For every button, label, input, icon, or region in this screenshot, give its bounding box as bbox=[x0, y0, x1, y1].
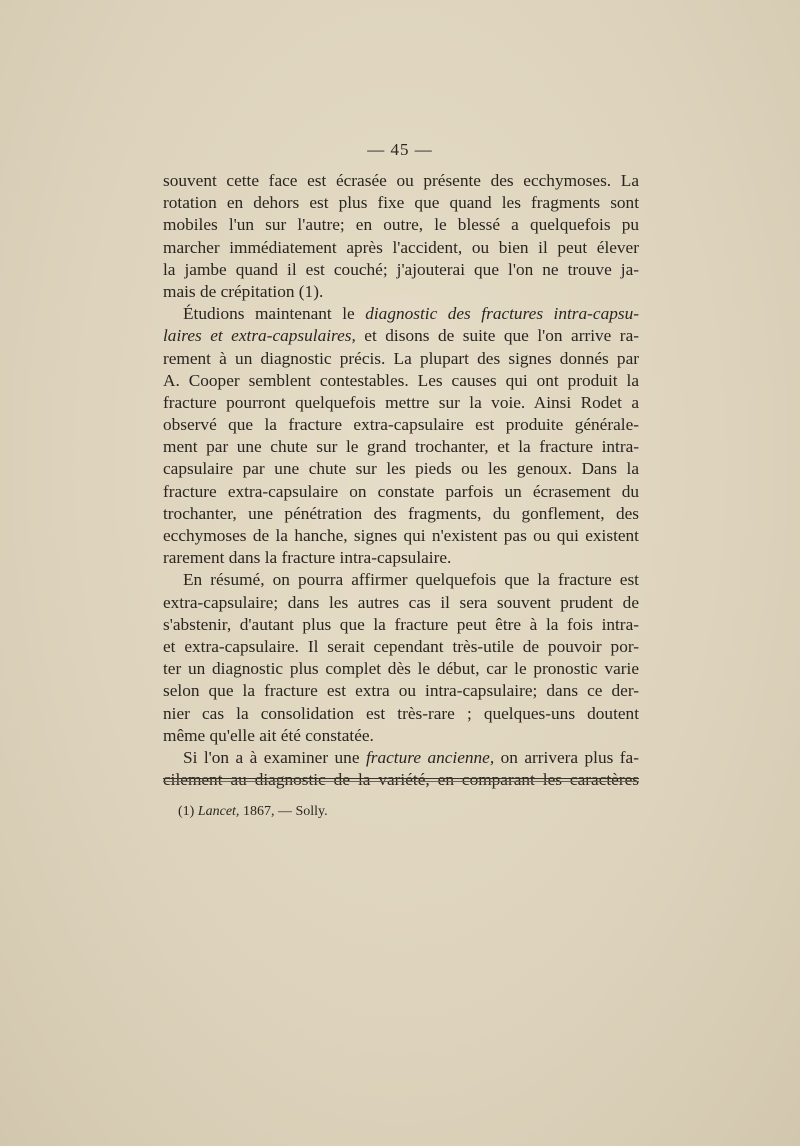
footnote-rest: 1867, — Solly. bbox=[242, 804, 328, 819]
text-line: extra-capsulaire; dans les autres cas il sera souvent prudent de bbox=[163, 592, 639, 612]
text-line bbox=[163, 325, 639, 347]
text-line: selon que la fracture est extra ou intra-capsulaire; dans ce der- bbox=[163, 681, 639, 701]
text-run: Étudions maintenant le bbox=[183, 304, 366, 324]
text-line: même qu'elle ait été constatée. bbox=[163, 725, 374, 745]
text-line: rotation en dehors est plus fixe que quand les fragments sont bbox=[163, 193, 639, 213]
text-line: souvent cette face est écrasée ou présente des ecchymoses. La bbox=[163, 171, 639, 190]
text-line: marcher immédiatement après l'accident, ou bien il peut élever bbox=[163, 237, 639, 257]
page-number: — 45 — bbox=[367, 140, 433, 159]
italic-text: diagnostic des fractures intra-capsu- bbox=[365, 304, 639, 324]
italic-text: laires et extra-capsulaires, bbox=[163, 326, 356, 346]
footnote-source: Lancet, bbox=[197, 804, 240, 819]
text-run: Si l'on a à examiner une bbox=[183, 747, 366, 767]
text-run: et disons de suite que l'on arrive ra- bbox=[355, 326, 639, 346]
text-line: la jambe quand il est couché; j'ajouterai que l'on ne trouve ja- bbox=[163, 259, 639, 279]
text-line: trochanter, une pénétration des fragments, du gonflement, des bbox=[163, 503, 639, 523]
text-run: on arrivera plus fa- bbox=[494, 747, 639, 767]
text-line: mais de crépitation (1). bbox=[163, 281, 324, 301]
text-line: et extra-capsulaire. Il serait cependant très-utile de pouvoir por- bbox=[163, 636, 639, 656]
text-line: ecchymoses de la hanche, signes qui n'existent pas ou qui existent bbox=[163, 526, 639, 545]
text-line: fracture extra-capsulaire on constate parfois un écrasement du bbox=[163, 481, 639, 501]
text-line: mobiles l'un sur l'autre; en outre, le blessé a quelquefois pu bbox=[163, 215, 639, 235]
text-line: nier cas la consolidation est très-rare ; quelques-uns doutent bbox=[163, 703, 639, 723]
text-line: A. Cooper semblent contestables. Les causes qui ont produit la bbox=[163, 370, 639, 390]
text-line bbox=[163, 303, 639, 325]
text-line: capsulaire par une chute sur les pieds ou les genoux. Dans la bbox=[163, 459, 639, 479]
text-line: s'abstenir, d'autant plus que la fracture peut être à la fois intra- bbox=[163, 614, 639, 634]
italic-text: fracture ancienne, bbox=[365, 747, 495, 767]
footnote-rule bbox=[163, 778, 639, 779]
footnote-rule-secondary bbox=[163, 781, 639, 782]
body-text bbox=[163, 170, 639, 791]
text-line: rement à un diagnostic précis. La plupart des signes donnés par bbox=[163, 348, 639, 368]
footnote bbox=[178, 803, 328, 821]
footnote-marker: (1) bbox=[178, 804, 195, 819]
text-line: cilement au diagnostic de la variété, en comparant les caractères bbox=[163, 770, 639, 790]
text-line bbox=[163, 747, 639, 769]
text-line: fracture pourront quelquefois mettre sur la voie. Ainsi Rodet a bbox=[163, 392, 639, 412]
text-line: rarement dans la fracture intra-capsulaire. bbox=[163, 548, 452, 568]
text-line: ter un diagnostic plus complet dès le début, car le pronostic varie bbox=[163, 659, 639, 679]
text-line: observé que la fracture extra-capsulaire est produite générale- bbox=[163, 415, 639, 435]
text-line: En résumé, on pourra affirmer quelquefois que la fracture est bbox=[183, 570, 639, 590]
text-line: ment par une chute sur le grand trochanter, et la fracture intra- bbox=[163, 437, 639, 457]
